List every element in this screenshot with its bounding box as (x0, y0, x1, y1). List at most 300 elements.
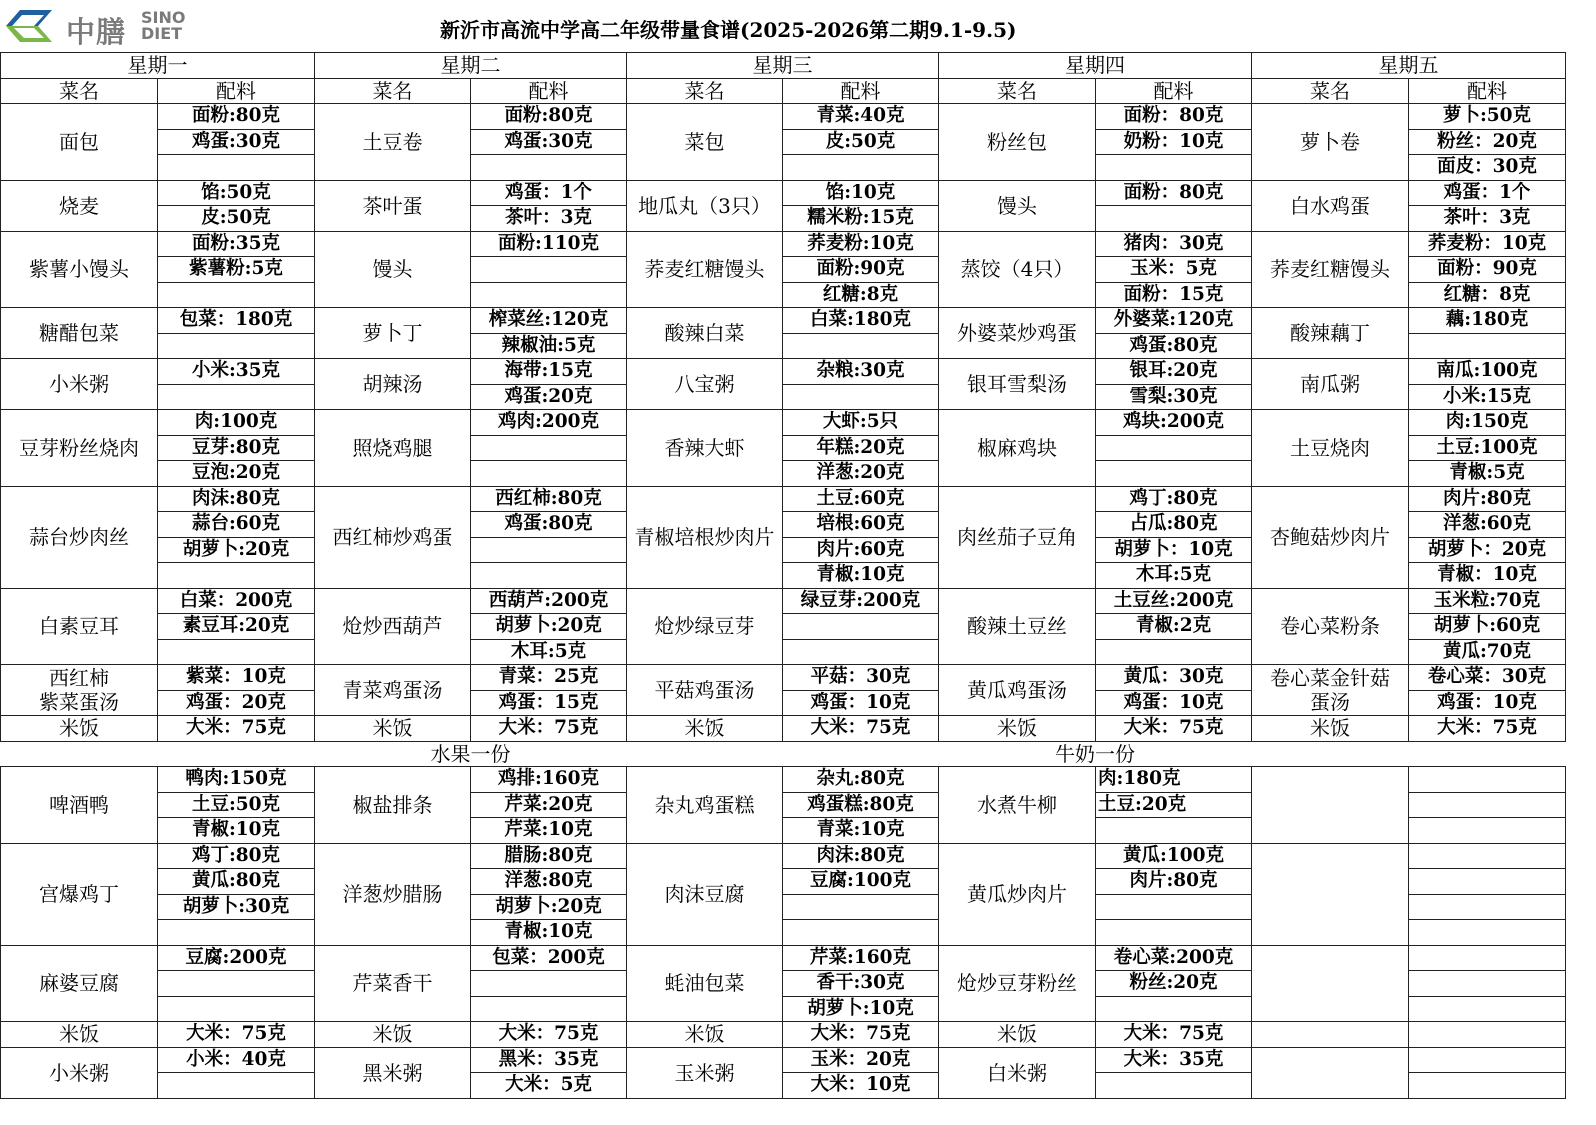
ingredient: 外婆菜:120克 (1096, 308, 1252, 334)
ingredient (783, 333, 939, 359)
ingredient: 鸡蛋：10克 (783, 690, 939, 716)
dish-name: 荞麦红糖馒头 (1252, 231, 1409, 308)
ingredient (158, 1073, 315, 1099)
ingredient (1409, 792, 1566, 818)
ingredient: 猪肉：30克 (1096, 231, 1252, 257)
dish-name: 白米粥 (939, 1047, 1096, 1098)
day-header: 星期五 (1252, 53, 1566, 79)
ingredient: 胡萝卜：10克 (1096, 537, 1252, 563)
ingredient (1409, 971, 1566, 997)
ingredient (1096, 435, 1252, 461)
ingredient: 玉米：20克 (783, 1047, 939, 1073)
ingredient (1409, 894, 1566, 920)
dish-name (1252, 1022, 1409, 1048)
dish-name: 椒盐排条 (315, 767, 471, 844)
ingredient: 荞麦粉:10克 (783, 231, 939, 257)
dish-name: 平菇鸡蛋汤 (627, 665, 783, 716)
ingredient: 杂粮:30克 (783, 359, 939, 385)
logo-brand-cn: 中膳 (66, 15, 127, 49)
ingredient (158, 282, 315, 308)
ingredient: 紫薯粉:5克 (158, 257, 315, 283)
ingredient: 黄瓜:80克 (158, 869, 315, 895)
dish-name: 八宝粥 (627, 359, 783, 410)
ingredient: 大米：75克 (783, 1022, 939, 1048)
menu-row (1, 716, 1566, 742)
ingredient (158, 920, 315, 946)
dish-name: 黑米粥 (315, 1047, 471, 1098)
ingredient: 鸡蛋：1个 (471, 180, 627, 206)
ingredient (471, 537, 627, 563)
ingredient: 鸡丁:80克 (158, 843, 315, 869)
dish-name: 黄瓜炒肉片 (939, 843, 1096, 945)
ingredient (1096, 818, 1252, 844)
ingredient: 芹菜:160克 (783, 945, 939, 971)
ingredient: 木耳:5克 (1096, 563, 1252, 589)
ingredient: 肉:180克 (1096, 767, 1252, 793)
ingredient: 馅:10克 (783, 180, 939, 206)
ingredient (783, 614, 939, 640)
ingredient: 荞麦粉：10克 (1409, 231, 1566, 257)
ingredient: 青椒：10克 (1409, 563, 1566, 589)
dish-name: 水煮牛柳 (939, 767, 1096, 844)
ingredient: 青椒:10克 (158, 818, 315, 844)
ingredient: 黑米：35克 (471, 1047, 627, 1073)
ingredient: 肉:100克 (158, 410, 315, 436)
ingredient: 鸡蛋:30克 (471, 129, 627, 155)
ingredient: 鸡肉:200克 (471, 410, 627, 436)
day-header: 星期三 (627, 53, 939, 79)
ingredient: 玉米：5克 (1096, 257, 1252, 283)
menu-row (1, 767, 1566, 793)
dish-name: 玉米粥 (627, 1047, 783, 1098)
ingredient: 腊肠:80克 (471, 843, 627, 869)
ingredient: 胡萝卜:10克 (783, 996, 939, 1022)
ingredient: 鸡蛋:30克 (158, 129, 315, 155)
dish-name: 菜包 (627, 104, 783, 181)
ingredient: 胡萝卜:60克 (1409, 614, 1566, 640)
ingredient (471, 257, 627, 283)
ingredient: 大米：75克 (158, 716, 315, 742)
ingredient: 粉丝:20克 (1096, 971, 1252, 997)
menu-row (1, 945, 1566, 971)
ingredient (1096, 920, 1252, 946)
ingredient: 红糖:8克 (783, 282, 939, 308)
ingredient: 皮:50克 (158, 206, 315, 232)
dish-name: 南瓜粥 (1252, 359, 1409, 410)
ingredient: 馅:50克 (158, 180, 315, 206)
note-blank (1252, 741, 1566, 767)
ingredient (471, 282, 627, 308)
dish-name: 银耳雪梨汤 (939, 359, 1096, 410)
dish-name: 洋葱炒腊肠 (315, 843, 471, 945)
dish-name (1252, 767, 1409, 844)
menu-row (1, 410, 1566, 436)
page-header (0, 0, 1596, 52)
menu-row (1, 843, 1566, 869)
dish-name: 卷心菜粉条 (1252, 588, 1409, 665)
ingredient: 蒜台:60克 (158, 512, 315, 538)
ingredient: 鸭肉:150克 (158, 767, 315, 793)
ingredient: 南瓜:100克 (1409, 359, 1566, 385)
ingredient: 面粉:110克 (471, 231, 627, 257)
dish-name: 酸辣白菜 (627, 308, 783, 359)
ingredient: 青椒:10克 (783, 563, 939, 589)
dish-name: 黄瓜鸡蛋汤 (939, 665, 1096, 716)
ingredient: 萝卜:50克 (1409, 104, 1566, 130)
dish-name: 炝炒豆芽粉丝 (939, 945, 1096, 1022)
ingredient: 海带:15克 (471, 359, 627, 385)
dish-name-line: 蛋汤 (1310, 690, 1350, 714)
dish-name: 蒜台炒肉丝 (1, 486, 158, 588)
dish-name: 酸辣藕丁 (1252, 308, 1409, 359)
ingredient: 面粉:90克 (783, 257, 939, 283)
logo-brand-en-line2: DIET (141, 24, 183, 43)
ingredient (1096, 155, 1252, 181)
ingredient (783, 384, 939, 410)
dish-name: 米饭 (1252, 716, 1409, 742)
dish-name: 面包 (1, 104, 158, 181)
ingredient (1096, 206, 1252, 232)
dish-name (1252, 1047, 1409, 1098)
ingredient: 青椒:5克 (1409, 461, 1566, 487)
ingredient: 平菇：30克 (783, 665, 939, 691)
ingredient (158, 333, 315, 359)
ingredient: 鸡蛋：15克 (471, 690, 627, 716)
menu-row (1, 486, 1566, 512)
ingredient: 胡萝卜:20克 (158, 537, 315, 563)
dish-name: 米饭 (939, 1022, 1096, 1048)
ingredient: 芹菜:10克 (471, 818, 627, 844)
ingredient: 粉丝：20克 (1409, 129, 1566, 155)
dish-name: 胡辣汤 (315, 359, 471, 410)
ingredient (471, 971, 627, 997)
ingredient: 藕:180克 (1409, 308, 1566, 334)
day-header: 星期二 (315, 53, 627, 79)
dish-name: 土豆烧肉 (1252, 410, 1409, 487)
ingredient: 白菜:180克 (783, 308, 939, 334)
ingredient: 白菜：200克 (158, 588, 315, 614)
ingredient: 大米：75克 (471, 1022, 627, 1048)
ingredient: 鸡蛋：10克 (1096, 690, 1252, 716)
ingredient: 洋葱:60克 (1409, 512, 1566, 538)
ingredient: 肉沫:80克 (158, 486, 315, 512)
ingredient: 小米:15克 (1409, 384, 1566, 410)
logo (4, 4, 204, 48)
ingredient: 卷心菜:200克 (1096, 945, 1252, 971)
dish-name: 米饭 (315, 716, 471, 742)
ingredient (1409, 1047, 1566, 1073)
ingredient: 肉片:60克 (783, 537, 939, 563)
ingredient: 鸡蛋：20克 (158, 690, 315, 716)
column-header-row (1, 78, 1566, 104)
dish-name-line: 紫菜蛋汤 (39, 690, 119, 714)
ingredient (1096, 461, 1252, 487)
ingredient (158, 384, 315, 410)
logo-brand-en-line1: SINO (141, 8, 186, 27)
note-row (1, 741, 1566, 767)
ingredient: 面粉：80克 (1096, 104, 1252, 130)
ingredient (471, 435, 627, 461)
ingredient: 年糕:20克 (783, 435, 939, 461)
ingredient: 面粉:80克 (158, 104, 315, 130)
ingredient: 糯米粉:15克 (783, 206, 939, 232)
ingredient: 大米：5克 (471, 1073, 627, 1099)
ingredient: 绿豆芽:200克 (783, 588, 939, 614)
dish-name: 西红柿炒鸡蛋 (315, 486, 471, 588)
ingredient: 豆腐:100克 (783, 869, 939, 895)
dish-name: 芹菜香干 (315, 945, 471, 1022)
dish-name: 杏鲍菇炒肉片 (1252, 486, 1409, 588)
day-header-row (1, 53, 1566, 79)
ingredient (783, 155, 939, 181)
ingredient: 奶粉：10克 (1096, 129, 1252, 155)
ingredient: 土豆:60克 (783, 486, 939, 512)
ingredient (783, 639, 939, 665)
dish-name: 肉沫豆腐 (627, 843, 783, 945)
dish-name: 馒头 (315, 231, 471, 308)
col-header-ingredients: 配料 (158, 78, 315, 104)
ingredient: 银耳:20克 (1096, 359, 1252, 385)
dish-name: 豆芽粉丝烧肉 (1, 410, 158, 487)
ingredient (1096, 894, 1252, 920)
dish-name: 白水鸡蛋 (1252, 180, 1409, 231)
dish-name: 米饭 (627, 1022, 783, 1048)
ingredient: 胡萝卜:20克 (471, 614, 627, 640)
ingredient (1409, 818, 1566, 844)
ingredient: 大米：75克 (158, 1022, 315, 1048)
dish-name: 小米粥 (1, 1047, 158, 1098)
dish-name: 糖醋包菜 (1, 308, 158, 359)
note-milk: 牛奶一份 (939, 741, 1252, 767)
ingredient: 青菜:40克 (783, 104, 939, 130)
ingredient (1096, 639, 1252, 665)
ingredient: 鸡蛋:80克 (1096, 333, 1252, 359)
ingredient (1409, 1073, 1566, 1099)
ingredient: 豆腐:200克 (158, 945, 315, 971)
ingredient: 黄瓜：30克 (1096, 665, 1252, 691)
ingredient: 雪梨:30克 (1096, 384, 1252, 410)
dish-name: 白素豆耳 (1, 588, 158, 665)
dish-name: 炝炒绿豆芽 (627, 588, 783, 665)
ingredient: 胡萝卜：20克 (1409, 537, 1566, 563)
menu-body (1, 53, 1566, 1099)
menu-row (1, 231, 1566, 257)
dish-name: 小米粥 (1, 359, 158, 410)
ingredient: 包菜：200克 (471, 945, 627, 971)
dish-name: 茶叶蛋 (315, 180, 471, 231)
col-header-dish: 菜名 (315, 78, 471, 104)
dish-name (1252, 843, 1409, 945)
menu-row (1, 308, 1566, 334)
dish-name: 米饭 (627, 716, 783, 742)
col-header-ingredients: 配料 (783, 78, 939, 104)
ingredient: 鸡蛋糕:80克 (783, 792, 939, 818)
ingredient: 包菜：180克 (158, 308, 315, 334)
note-blank (1, 741, 315, 767)
ingredient: 鸡丁:80克 (1096, 486, 1252, 512)
ingredient: 肉片:80克 (1096, 869, 1252, 895)
ingredient (158, 155, 315, 181)
ingredient: 辣椒油:5克 (471, 333, 627, 359)
ingredient: 鸡块:200克 (1096, 410, 1252, 436)
ingredient (1409, 920, 1566, 946)
dish-name-line: 卷心菜金针菇 (1270, 666, 1390, 690)
ingredient (1096, 1073, 1252, 1099)
menu-row (1, 665, 1566, 691)
ingredient: 皮:50克 (783, 129, 939, 155)
ingredient: 素豆耳:20克 (158, 614, 315, 640)
ingredient (158, 971, 315, 997)
menu-table (0, 52, 1566, 1099)
logo-mark-icon (4, 4, 60, 48)
col-header-ingredients: 配料 (1096, 78, 1252, 104)
ingredient: 培根:60克 (783, 512, 939, 538)
ingredient: 大米：75克 (1096, 1022, 1252, 1048)
ingredient: 胡萝卜:30克 (158, 894, 315, 920)
ingredient (1409, 843, 1566, 869)
ingredient (1409, 767, 1566, 793)
dish-name: 炝炒西葫芦 (315, 588, 471, 665)
dish-name: 外婆菜炒鸡蛋 (939, 308, 1096, 359)
dish-name: 蚝油包菜 (627, 945, 783, 1022)
ingredient: 面粉:35克 (158, 231, 315, 257)
ingredient: 红糖：8克 (1409, 282, 1566, 308)
ingredient: 肉片:80克 (1409, 486, 1566, 512)
ingredient: 土豆:50克 (158, 792, 315, 818)
menu-row (1, 359, 1566, 385)
ingredient: 面粉：90克 (1409, 257, 1566, 283)
dish-name: 荞麦红糖馒头 (627, 231, 783, 308)
ingredient: 土豆丝:200克 (1096, 588, 1252, 614)
ingredient (471, 996, 627, 1022)
ingredient: 面皮：30克 (1409, 155, 1566, 181)
menu-row (1, 104, 1566, 130)
ingredient: 小米:35克 (158, 359, 315, 385)
ingredient: 青菜：25克 (471, 665, 627, 691)
ingredient: 青椒:2克 (1096, 614, 1252, 640)
dish-name: 椒麻鸡块 (939, 410, 1096, 487)
logo-brand-en (141, 10, 185, 42)
dish-name (1252, 665, 1409, 716)
dish-name: 米饭 (939, 716, 1096, 742)
ingredient (783, 894, 939, 920)
dish-name: 萝卜卷 (1252, 104, 1409, 181)
dish-name: 照烧鸡腿 (315, 410, 471, 487)
day-header: 星期一 (1, 53, 315, 79)
ingredient (158, 639, 315, 665)
ingredient: 豆芽:80克 (158, 435, 315, 461)
ingredient: 青椒:10克 (471, 920, 627, 946)
ingredient: 占瓜:80克 (1096, 512, 1252, 538)
ingredient: 土豆:100克 (1409, 435, 1566, 461)
dish-name: 青菜鸡蛋汤 (315, 665, 471, 716)
ingredient (1409, 869, 1566, 895)
ingredient: 面粉:80克 (471, 104, 627, 130)
dish-name (1252, 945, 1409, 1022)
ingredient: 大米：75克 (471, 716, 627, 742)
ingredient: 鸡排:160克 (471, 767, 627, 793)
ingredient: 大米：35克 (1096, 1047, 1252, 1073)
note-fruit: 水果一份 (315, 741, 627, 767)
ingredient: 杂丸:80克 (783, 767, 939, 793)
ingredient: 香干:30克 (783, 971, 939, 997)
ingredient: 榨菜丝:120克 (471, 308, 627, 334)
col-header-ingredients: 配料 (471, 78, 627, 104)
ingredient: 豆泡:20克 (158, 461, 315, 487)
dish-name: 青椒培根炒肉片 (627, 486, 783, 588)
ingredient: 木耳:5克 (471, 639, 627, 665)
ingredient: 青菜:10克 (783, 818, 939, 844)
dish-name: 宫爆鸡丁 (1, 843, 158, 945)
ingredient (158, 563, 315, 589)
day-header: 星期四 (939, 53, 1252, 79)
dish-name: 麻婆豆腐 (1, 945, 158, 1022)
ingredient: 茶叶：3克 (471, 206, 627, 232)
dish-name: 紫薯小馒头 (1, 231, 158, 308)
dish-name: 地瓜丸（3只） (627, 180, 783, 231)
ingredient (471, 563, 627, 589)
ingredient: 黄瓜:100克 (1096, 843, 1252, 869)
dish-name: 馒头 (939, 180, 1096, 231)
ingredient: 紫菜：10克 (158, 665, 315, 691)
dish-name: 萝卜丁 (315, 308, 471, 359)
dish-name: 烧麦 (1, 180, 158, 231)
ingredient (158, 996, 315, 1022)
ingredient: 卷心菜：30克 (1409, 665, 1566, 691)
dish-name: 土豆卷 (315, 104, 471, 181)
ingredient: 大米：10克 (783, 1073, 939, 1099)
ingredient: 玉米粒:70克 (1409, 588, 1566, 614)
ingredient: 洋葱:20克 (783, 461, 939, 487)
ingredient (783, 920, 939, 946)
dish-name: 香辣大虾 (627, 410, 783, 487)
ingredient: 西葫芦:200克 (471, 588, 627, 614)
dish-name: 啤酒鸭 (1, 767, 158, 844)
ingredient: 面粉：15克 (1096, 282, 1252, 308)
ingredient: 西红柿:80克 (471, 486, 627, 512)
menu-row (1, 588, 1566, 614)
ingredient: 大虾:5只 (783, 410, 939, 436)
ingredient: 小米：40克 (158, 1047, 315, 1073)
ingredient (1409, 333, 1566, 359)
dish-name (1, 665, 158, 716)
ingredient: 肉:150克 (1409, 410, 1566, 436)
ingredient (1409, 945, 1566, 971)
ingredient: 茶叶：3克 (1409, 206, 1566, 232)
menu-row (1, 1022, 1566, 1048)
note-blank (627, 741, 939, 767)
col-header-dish: 菜名 (1252, 78, 1409, 104)
dish-name: 米饭 (315, 1022, 471, 1048)
ingredient: 面粉：80克 (1096, 180, 1252, 206)
ingredient: 肉沫:80克 (783, 843, 939, 869)
col-header-dish: 菜名 (939, 78, 1096, 104)
menu-row (1, 1047, 1566, 1073)
ingredient: 土豆:20克 (1096, 792, 1252, 818)
dish-name: 蒸饺（4只） (939, 231, 1096, 308)
col-header-ingredients: 配料 (1409, 78, 1566, 104)
ingredient: 芹菜:20克 (471, 792, 627, 818)
col-header-dish: 菜名 (1, 78, 158, 104)
ingredient: 鸡蛋:80克 (471, 512, 627, 538)
menu-row (1, 180, 1566, 206)
ingredient: 洋葱:80克 (471, 869, 627, 895)
ingredient: 鸡蛋：1个 (1409, 180, 1566, 206)
ingredient (1409, 1022, 1566, 1048)
ingredient: 大米：75克 (783, 716, 939, 742)
col-header-dish: 菜名 (627, 78, 783, 104)
ingredient: 鸡蛋:20克 (471, 384, 627, 410)
